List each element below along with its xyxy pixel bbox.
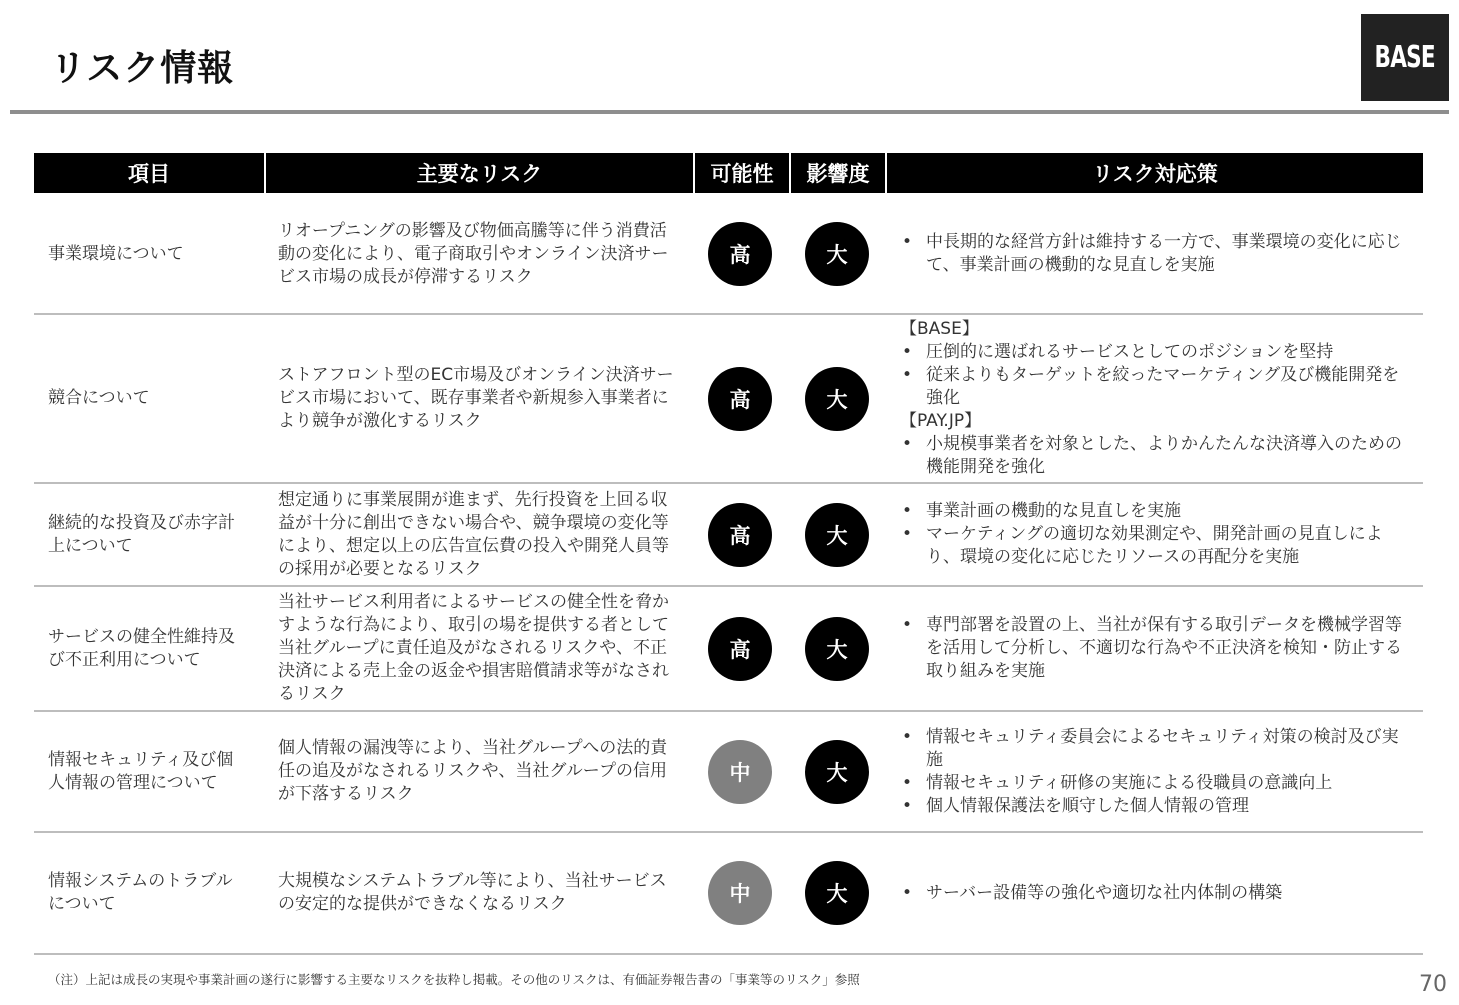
likelihood-badge: 高 [708,503,772,567]
bullet-icon: • [902,772,913,793]
risk-measures [900,587,1410,710]
risk-measures [900,195,1410,313]
risk-item: 事業環境について [48,243,184,264]
header-item: 項目 [34,153,266,193]
bullet-icon: • [902,726,913,747]
impact-badge: 大 [805,222,869,286]
risk-description: 大規模なシステムトラブル等により、当社サービスの安定的な提供ができなくなるリスク [278,871,667,914]
page-number: 70 [1419,972,1447,997]
impact-badge: 大 [805,617,869,681]
measure-bullet [900,726,1410,772]
measure-heading: 【BASE】 [900,319,979,339]
measure-text: 情報セキュリティ委員会によるセキュリティ対策の検討及び実施 [926,726,1399,770]
measure-bullet [900,500,1410,523]
table-row [34,484,1423,585]
measure-text: 中長期的な経営方針は維持する一方で、事業環境の変化に応じて、事業計画の機動的な見直しを実施 [926,232,1402,275]
header-likelihood: 可能性 [695,153,791,193]
risk-measures [900,315,1410,482]
measure-bullet [900,231,1410,277]
table-row [34,833,1423,953]
risk-description: 当社サービス利用者によるサービスの健全性を脅かすような行為により、取引の場を提供する者として当社グループに責任追及がなされるリスクや、不正決済による売上金の返金や損害賠償請求等がなされるリスク [278,592,669,704]
impact-badge: 大 [805,367,869,431]
measure-bullet [900,341,1410,364]
table-header [34,153,1423,193]
measure-text: 従来よりもターゲットを絞ったマーケティング及び機能開発を強化 [926,365,1400,408]
header-measures: リスク対応策 [1092,162,1218,186]
measure-text: 情報セキュリティ研修の実施による役職員の意識向上 [926,772,1333,793]
measure-text: サーバー設備等の強化や適切な社内体制の構築 [926,882,1283,903]
bullet-icon: • [902,615,913,635]
likelihood-badge: 中 [708,740,772,804]
bullet-icon: • [902,342,913,362]
risk-description: 個人情報の漏洩等により、当社グループへの法的責任の追及がなされるリスクや、当社グループの信用が下落するリスク [278,738,668,804]
bullet-icon: • [902,795,913,816]
risk-item: 情報システムのトラブルについて [48,871,233,914]
base-logo [1361,14,1449,101]
row-divider [34,953,1423,955]
title-divider [10,110,1449,114]
risk-item: サービスの健全性維持及び不正利用について [48,626,235,670]
likelihood-badge: 高 [708,367,772,431]
bullet-icon: • [902,232,913,252]
measure-text: 専門部署を設置の上、当社が保有する取引データを機械学習等を活用して分析し、不適切な行為や不正決済を検知・防止する取り組みを実施 [926,615,1402,681]
bullet-icon: • [902,434,913,454]
impact-badge: 大 [805,503,869,567]
measure-text: 事業計画の機動的な見直しを実施 [926,501,1181,521]
measure-bullet [900,523,1410,569]
measure-text: 小規模事業者を対象とした、よりかんたんな決済導入のための機能開発を強化 [926,434,1402,477]
table-row [34,712,1423,831]
measure-text: 個人情報保護法を順守した個人情報の管理 [926,795,1249,816]
measure-heading: 【PAY.JP】 [900,411,982,431]
likelihood-badge: 高 [708,222,772,286]
risk-measures [900,484,1410,585]
table-row [34,315,1423,482]
bullet-icon: • [902,882,913,903]
impact-badge: 大 [805,740,869,804]
risk-description: リオープニングの影響及び物価高騰等に伴う消費活動の変化により、電子商取引やオンライン決済サービス市場の成長が停滞するリスク [278,220,669,287]
risk-item: 情報セキュリティ及び個人情報の管理について [48,749,234,793]
risk-item: 継続的な投資及び赤字計上について [48,512,235,556]
measure-bullet [900,614,1410,683]
measure-text: マーケティングの適切な効果測定や、開発計画の見直しにより、環境の変化に応じたリソースの再配分を実施 [926,524,1383,567]
risk-measures [900,712,1410,831]
bullet-icon: • [902,365,913,385]
logo-text: BASE [1374,40,1436,75]
table-row [34,587,1423,710]
footnote: （注）上記は成長の実現や事業計画の遂行に影響する主要なリスクを抜粋し掲載。その他のリスクは、有価証券報告書の「事業等のリスク」参照 [48,972,860,987]
likelihood-badge: 中 [708,861,772,925]
measure-bullet [900,795,1410,818]
bullet-icon: • [902,501,913,521]
risk-description: ストアフロント型のEC市場及びオンライン決済サービス市場において、既存事業者や新規参入事業者により競争が激化するリスク [278,365,674,431]
measure-text: 圧倒的に選ばれるサービスとしてのポジションを堅持 [926,342,1334,362]
risk-item: 競合について [48,388,150,408]
header-impact: 影響度 [791,153,887,193]
table-row [34,195,1423,313]
impact-badge: 大 [805,861,869,925]
measure-bullet [900,882,1410,905]
likelihood-badge: 高 [708,617,772,681]
risk-measures [900,833,1410,953]
measure-bullet [900,772,1410,795]
measure-bullet [900,364,1410,410]
bullet-icon: • [902,524,913,544]
header-risk: 主要なリスク [266,153,695,193]
risk-description: 想定通りに事業展開が進まず、先行投資を上回る収益が十分に創出できない場合や、競争環境の変化等により、想定以上の広告宣伝費の投入や開発人員等の採用が必要となるリスク [278,489,669,579]
measure-bullet [900,433,1410,479]
page-title: リスク情報 [50,48,235,89]
